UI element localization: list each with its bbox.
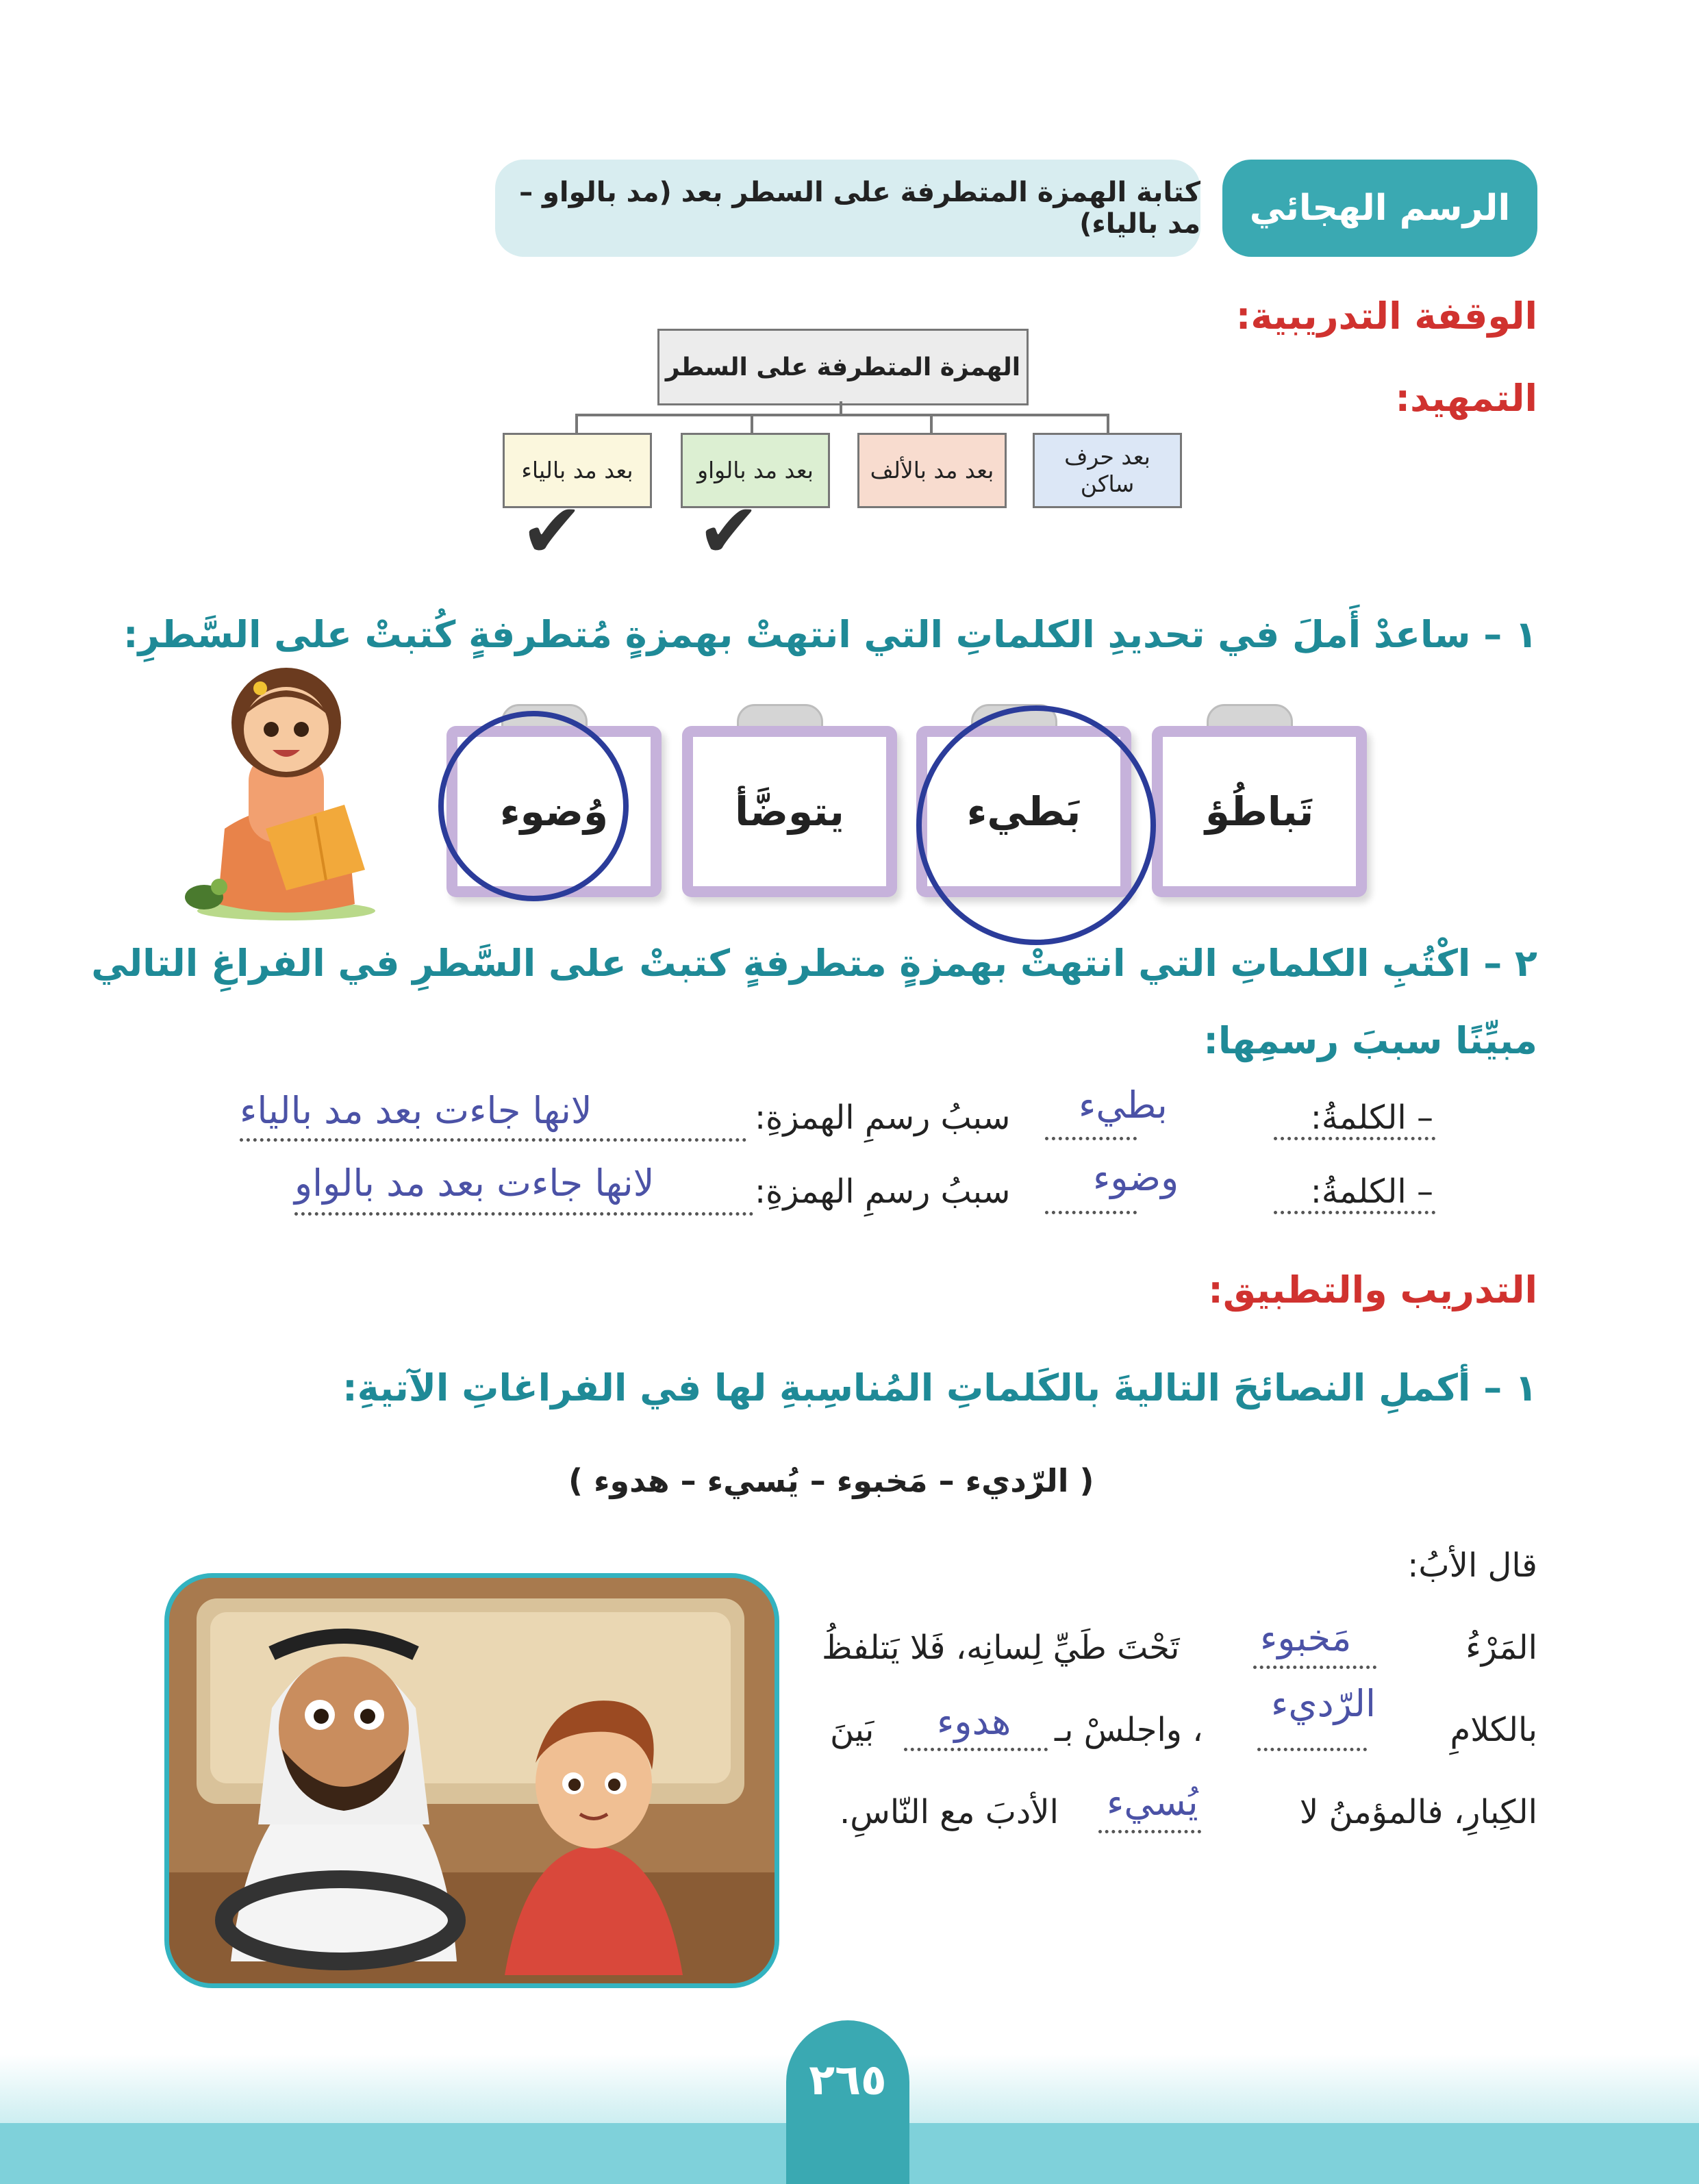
word-card: وُضوء <box>446 726 662 897</box>
question-1: ١ – ساعدْ أَملَ في تحديدِ الكلماتِ التي انتهتْ بهمزةٍ مُتطرفةٍ كُتبتْ على السَّطرِ: <box>123 613 1537 656</box>
reason-label: سببُ رسمِ الهمزةِ: <box>755 1172 1011 1211</box>
practice-question-1: ١ – أكملِ النصائحَ التاليةَ بالكَلماتِ المُناسِبةِ لها في الفراغاتِ الآتيةِ: <box>342 1366 1537 1409</box>
handwritten-word: بطيء <box>1079 1083 1168 1127</box>
diagram-branch-waw: بعد مد بالواو <box>681 433 830 508</box>
intro-heading: التمهيد: <box>1395 377 1537 420</box>
diagram-branch-ya: بعد مد بالياء <box>503 433 652 508</box>
lesson-title: كتابة الهمزة المتطرفة على السطر بعد (مد بالواو – مد بالياء) <box>495 160 1200 257</box>
question-2-line2: مبيِّنًا سببَ رسمِها: <box>1203 1019 1537 1062</box>
advice-text: بالكلامِ <box>1450 1711 1537 1749</box>
word-label: – الكلمةُ: <box>1310 1172 1433 1211</box>
advice-text: تَحْتَ طَيِّ لِسانِه، فَلا يَتلفظُ <box>822 1629 1180 1667</box>
advice-text: ، واجلسْ بـ <box>1055 1711 1203 1749</box>
handwritten-answer: مَخبوء <box>1260 1616 1352 1659</box>
word-card: تَباطُؤ <box>1152 726 1367 897</box>
handwritten-reason: لانها جاءت بعد مد بالواو <box>294 1162 655 1205</box>
father-son-car-illustration <box>164 1573 779 1988</box>
checkmark-icon: ✔ <box>520 487 584 575</box>
training-pause-heading: الوقفة التدريبية: <box>1235 294 1537 338</box>
checkmark-icon: ✔ <box>697 487 761 575</box>
word-label: – الكلمةُ: <box>1310 1099 1433 1137</box>
father-said: قال الأبُ: <box>1407 1546 1537 1585</box>
handwritten-answer: هدوء <box>937 1700 1011 1743</box>
section-tab: الرسم الهجائي <box>1222 160 1537 257</box>
handwritten-word: وضوء <box>1093 1156 1179 1199</box>
answer-circle <box>438 711 629 901</box>
advice-text: الأدبَ مع النّاسِ. <box>840 1793 1059 1831</box>
word-bank: ( الرّديء – مَخبوء – يُسيء – هدوء ) <box>568 1462 1094 1499</box>
word-card: بَطيء <box>916 726 1131 897</box>
advice-text: الكِبارِ، فالمؤمنُ لا <box>1299 1793 1537 1831</box>
girl-reading-illustration <box>184 651 382 925</box>
diagram-root: الهمزة المتطرفة على السطر <box>657 329 1029 405</box>
page-number: ٢٦٥ <box>786 2020 909 2184</box>
answer-circle <box>916 705 1156 945</box>
handwritten-answer: يُسيء <box>1107 1781 1198 1824</box>
question-2-line1: ٢ – اكْتُبِ الكلماتِ التي انتهتْ بهمزةٍ متطرفةٍ كتبتْ على السَّطرِ في الفراغِ التالي <box>91 942 1537 985</box>
practice-heading: التدريب والتطبيق: <box>1208 1268 1537 1311</box>
diagram-branch-sakin: بعد حرف ساكن <box>1033 433 1182 508</box>
advice-text: المَرْءُ <box>1465 1629 1537 1667</box>
advice-text: بَينَ <box>830 1711 874 1749</box>
handwritten-reason: لانها جاءت بعد مد بالياء <box>240 1089 592 1132</box>
diagram-branch-alif: بعد مد بالألف <box>857 433 1007 508</box>
reason-label: سببُ رسمِ الهمزةِ: <box>755 1099 1011 1137</box>
word-card: يتوضَّأ <box>682 726 897 897</box>
handwritten-answer: الرّديء <box>1271 1682 1376 1725</box>
